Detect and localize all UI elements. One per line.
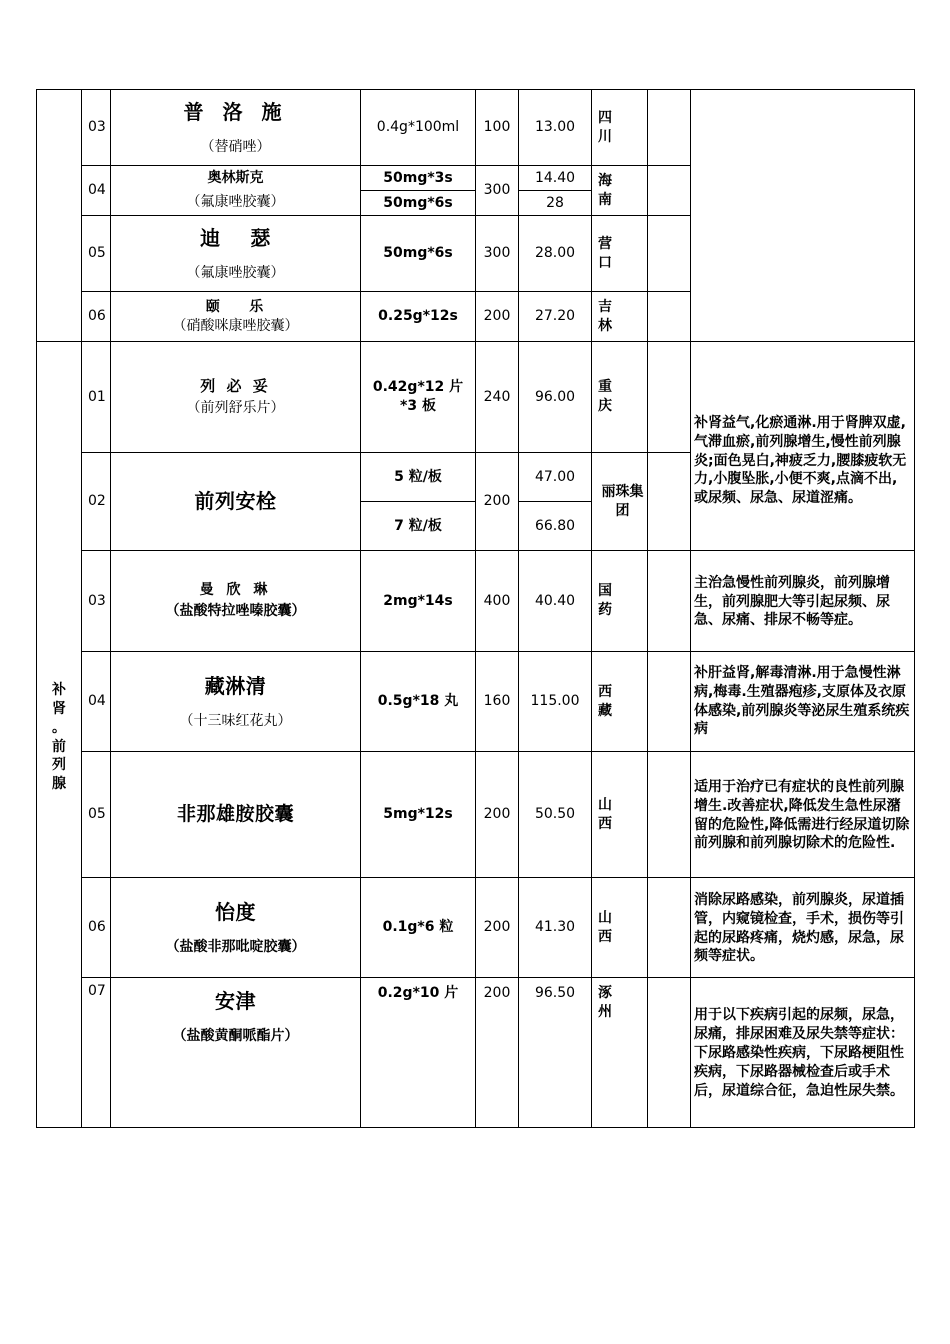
drug-spec: 2mg*14s [361,551,476,652]
drug-generic: （盐酸特拉唑嗪胶囊） [165,603,306,619]
row-number: 03 [82,90,111,166]
row-number: 04 [82,652,111,752]
drug-price: 14.40 [519,166,592,191]
drug-price: 47.00 [519,453,592,502]
drug-generic: （盐酸黄酮哌酯片） [172,1028,299,1044]
drug-price: 28.00 [519,216,592,292]
row-number: 03 [82,551,111,652]
drug-spec: 50mg*3s [361,166,476,191]
drug-name: 奥林斯克 [207,169,264,186]
drug-qty: 200 [476,978,519,1128]
drug-price: 41.30 [519,878,592,978]
drug-price-table [36,89,915,1128]
drug-description: 补肾益气,化瘀通淋.用于肾脾双虚,气滞血瘀,前列腺增生,慢性前列腺炎;面色晃白,神疲乏力,腰膝疲软无力,小腹坠胀,小便不爽,点滴不出,或尿频、尿急、尿道涩痛。 [691,342,915,551]
table-row [37,342,915,453]
blank-cell [648,752,691,878]
table-row [37,752,915,878]
drug-qty: 100 [476,90,519,166]
drug-generic: （硝酸咪康唑胶囊） [172,317,299,334]
drug-spec: 50mg*6s [361,216,476,292]
drug-name-cell [111,292,361,342]
desc-cell-empty [691,90,915,342]
table-row [37,652,915,752]
drug-spec: 0.4g*100ml [361,90,476,166]
drug-origin: 吉林 [592,292,648,342]
blank-cell [648,551,691,652]
drug-price: 96.50 [519,978,592,1128]
drug-spec: 0.25g*12s [361,292,476,342]
blank-cell [648,216,691,292]
blank-cell [648,166,691,216]
drug-description: 主治急慢性前列腺炎，前列腺增生，前列腺肥大等引起尿频、尿急、尿痛、排尿不畅等症。 [691,551,915,652]
drug-qty: 200 [476,878,519,978]
drug-origin: 山西 [592,752,648,878]
drug-spec-2: 7 粒/板 [361,502,476,551]
drug-name-cell [111,752,361,878]
drug-origin: 海南 [592,166,648,216]
drug-qty: 300 [476,166,519,216]
drug-spec: 5mg*12s [361,752,476,878]
drug-qty: 400 [476,551,519,652]
drug-name-cell [111,342,361,453]
drug-generic: （替硝唑） [200,138,271,155]
drug-qty: 160 [476,652,519,752]
drug-description: 用于以下疾病引起的尿频，尿急，尿痛，排尿困难及尿失禁等症状：下尿路感染性疾病，下尿路梗阻性疾病，下尿路器械检查后或手术后，尿道综合征，急迫性尿失禁。 [691,978,915,1128]
drug-origin: 涿州 [592,978,648,1128]
drug-price: 13.00 [519,90,592,166]
drug-generic: （前列舒乐片） [186,399,285,416]
drug-name: 藏淋清 [204,673,267,698]
drug-price-2: 28 [519,191,592,216]
drug-generic: （氟康唑胶囊） [186,194,285,211]
drug-spec: 5 粒/板 [361,453,476,502]
drug-name: 列 必 妥 [200,377,271,396]
drug-name: 怡度 [215,899,256,924]
row-number: 05 [82,752,111,878]
drug-name: 颐 乐 [205,298,266,315]
drug-origin: 丽珠集团 [592,453,648,551]
drug-name-cell [111,453,361,551]
category-cell-empty [37,90,82,342]
drug-origin: 西藏 [592,652,648,752]
table-row [37,878,915,978]
drug-name: 曼 欣 琳 [199,582,272,599]
drug-name-cell [111,978,361,1128]
row-number: 06 [82,292,111,342]
drug-spec: 0.1g*6 粒 [361,878,476,978]
drug-description: 补肝益肾,解毒清淋.用于急慢性淋病,梅毒.生殖器疱疹,支原体及衣原体感染,前列腺炎等泌尿生殖系统疾病 [691,652,915,752]
blank-cell [648,978,691,1128]
drug-qty: 300 [476,216,519,292]
drug-name: 迪 瑟 [200,225,271,250]
drug-description: 适用于治疗已有症状的良性前列腺增生.改善症状,降低发生急性尿潴留的危险性,降低需进行经尿道切除前列腺和前列腺切除术的危险性. [691,752,915,878]
blank-cell [648,292,691,342]
drug-price: 96.00 [519,342,592,453]
drug-origin: 国药 [592,551,648,652]
drug-name-cell [111,90,361,166]
drug-name-cell [111,166,361,191]
drug-spec: 0.42g*12 片*3 板 [361,342,476,453]
table-row [37,90,915,166]
drug-spec: 0.2g*10 片 [361,978,476,1128]
drug-generic: （十三味红花丸） [179,712,292,729]
row-number: 05 [82,216,111,292]
drug-price: 50.50 [519,752,592,878]
drug-name: 安津 [215,989,256,1013]
drug-generic: （盐酸非那吡啶胶囊） [165,938,306,955]
blank-cell [648,90,691,166]
drug-price-2: 66.80 [519,502,592,551]
drug-spec-2: 50mg*6s [361,191,476,216]
blank-cell [648,453,691,551]
drug-price: 115.00 [519,652,592,752]
drug-name: 前列安栓 [194,489,277,513]
drug-name: 非那雄胺胶囊 [176,802,294,825]
row-number: 02 [82,453,111,551]
drug-price: 27.20 [519,292,592,342]
drug-origin: 四川 [592,90,648,166]
row-number: 07 [82,978,111,1128]
drug-origin: 营口 [592,216,648,292]
drug-qty: 200 [476,292,519,342]
row-number: 04 [82,166,111,216]
drug-name-cell [111,878,361,978]
drug-name-cell [111,191,361,216]
drug-name-cell [111,551,361,652]
drug-generic: （氟康唑胶囊） [186,264,285,281]
drug-origin: 重庆 [592,342,648,453]
table-row [37,551,915,652]
category-label: 补肾。前列腺 [37,342,82,1128]
drug-price: 40.40 [519,551,592,652]
blank-cell [648,652,691,752]
drug-spec: 0.5g*18 丸 [361,652,476,752]
drug-qty: 200 [476,752,519,878]
blank-cell [648,342,691,453]
drug-name-cell [111,652,361,752]
row-number: 01 [82,342,111,453]
drug-qty: 240 [476,342,519,453]
drug-name: 普 洛 施 [183,99,288,124]
table-row [37,978,915,1128]
row-number: 06 [82,878,111,978]
drug-qty: 200 [476,453,519,551]
blank-cell [648,878,691,978]
drug-description: 消除尿路感染，前列腺炎，尿道插管，内窥镜检查，手术，损伤等引起的尿路疼痛，烧灼感，尿急，尿频等症状。 [691,878,915,978]
drug-origin: 山西 [592,878,648,978]
drug-name-cell [111,216,361,292]
